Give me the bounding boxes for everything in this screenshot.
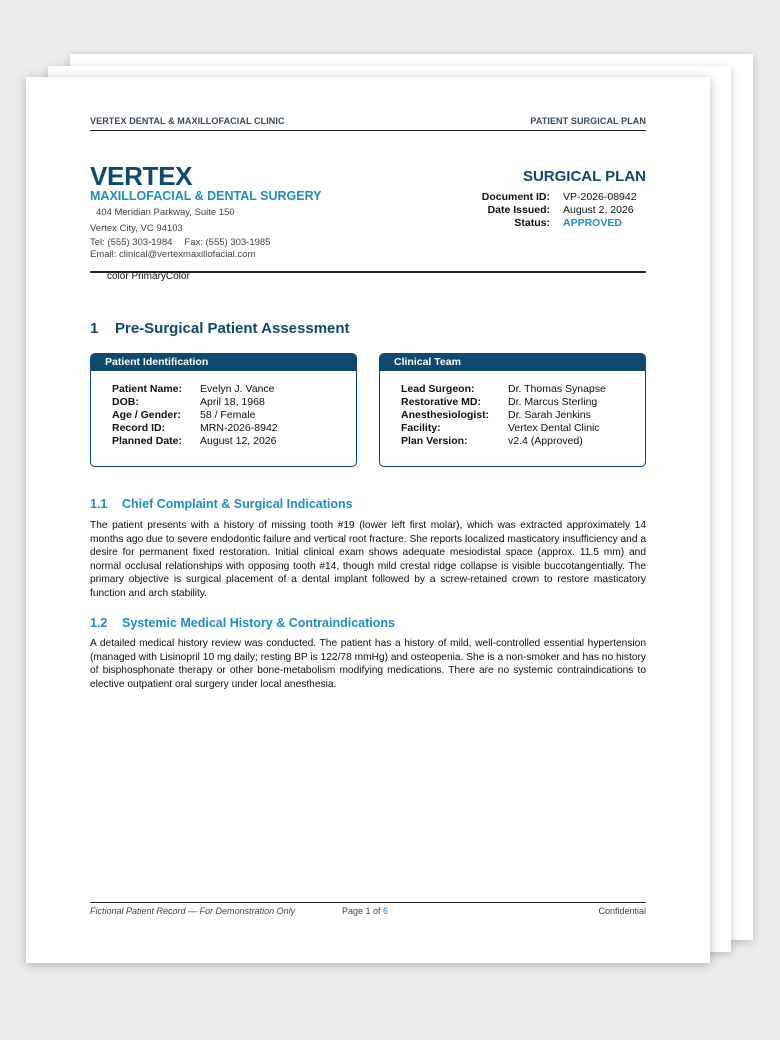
- patient-row: [112, 409, 255, 421]
- section-1-1-title: Chief Complaint & Surgical Indications: [122, 497, 353, 511]
- patient-row: [112, 422, 278, 434]
- header-rule: [90, 130, 646, 131]
- running-header-right: PATIENT SURGICAL PLAN: [530, 116, 646, 126]
- team-row-value: Dr. Marcus Sterling: [508, 396, 598, 408]
- team-row-value: v2.4 (Approved): [508, 435, 583, 447]
- patient-row: [112, 396, 265, 408]
- date-issued-label: Date Issued:: [487, 204, 550, 216]
- patient-row-value: August 12, 2026: [200, 435, 277, 447]
- team-row: [401, 435, 583, 447]
- section-1-2-body: A detailed medical history review was conducted. The patient has a history of mild, well-controlled essential hypertension (managed with Lisinopril 10 mg daily; resting BP is 122/78 mmHg) and osteopenia. She is a non-smoker and has no history of bisphosphonate therapy or other bone-metabolism modifying medications. There are no systemic contraindications to elective outpatient oral surgery under local anesthesia.: [90, 638, 646, 690]
- team-row-value: Dr. Sarah Jenkins: [508, 409, 591, 421]
- patient-row-label: Patient Name:: [112, 383, 183, 395]
- running-header: [90, 116, 646, 126]
- document-page: [26, 77, 710, 963]
- clinic-logo: VERTEX: [90, 161, 193, 191]
- patient-card-title: Patient Identification: [91, 354, 356, 371]
- clinic-email: Email: clinical@vertexmaxillofacial.com: [90, 249, 256, 260]
- patient-row-label: Age / Gender:: [112, 409, 181, 421]
- team-row-label: Lead Surgeon:: [401, 383, 475, 395]
- document-id-value: VP-2026-08942: [563, 191, 637, 203]
- section-1-2-title: Systemic Medical History & Contraindications: [122, 616, 395, 630]
- team-row: [401, 396, 597, 408]
- patient-row-value: Evelyn J. Vance: [200, 383, 275, 395]
- running-header-left: VERTEX DENTAL & MAXILLOFACIAL CLINIC: [90, 116, 285, 126]
- team-row-label: Plan Version:: [401, 435, 468, 447]
- clinic-subtitle: MAXILLOFACIAL & DENTAL SURGERY: [90, 189, 322, 203]
- patient-row: [112, 383, 275, 395]
- footer-rule: [90, 902, 646, 903]
- patient-row-label: Record ID:: [112, 422, 166, 434]
- patient-row-label: Planned Date:: [112, 435, 183, 447]
- page-prefix: Page 1 of: [342, 906, 381, 916]
- address-line-1: 404 Meridian Parkway, Suite 150: [96, 207, 235, 218]
- section-1-2-number: 1.2: [90, 616, 108, 630]
- team-row-label: Facility:: [401, 422, 441, 434]
- stray-text: color PrimaryColor: [107, 271, 190, 282]
- patient-identification-card: [90, 353, 357, 467]
- footer-right: Confidential: [598, 906, 646, 916]
- team-card-title: Clinical Team: [380, 354, 645, 371]
- patient-row-label: DOB:: [112, 396, 139, 408]
- clinic-phone: Tel: (555) 303-1984: [90, 237, 173, 248]
- team-row-label: Anesthesiologist:: [401, 409, 490, 421]
- section-1-1-heading: [90, 497, 353, 511]
- plan-title: SURGICAL PLAN: [522, 168, 646, 185]
- team-row-value: Vertex Dental Clinic: [508, 422, 600, 434]
- patient-row-value: MRN-2026-8942: [200, 422, 278, 434]
- address-line-2: Vertex City, VC 94103: [90, 223, 183, 234]
- footer-page-number: [342, 906, 388, 916]
- patient-row-value: April 18, 1968: [200, 396, 265, 408]
- patient-row: [112, 435, 276, 447]
- team-row-label: Restorative MD:: [401, 396, 481, 408]
- page-total: 6: [383, 906, 389, 916]
- section-1-number: 1: [90, 320, 99, 337]
- footer-left: Fictional Patient Record — For Demonstration Only: [90, 906, 296, 916]
- clinic-fax: Fax: (555) 303-1985: [184, 237, 271, 248]
- date-issued-value: August 2, 2026: [563, 204, 634, 216]
- section-1-title: Pre-Surgical Patient Assessment: [115, 320, 350, 337]
- section-1-2-heading: [90, 616, 395, 630]
- team-row: [401, 383, 606, 395]
- document-id-label: Document ID:: [481, 191, 550, 203]
- contact-phone-fax: [90, 237, 270, 248]
- team-row-value: Dr. Thomas Synapse: [508, 383, 606, 395]
- section-1-heading: [90, 320, 350, 337]
- section-1-1-number: 1.1: [90, 497, 108, 511]
- team-row: [401, 409, 591, 421]
- status-label: Status:: [514, 217, 550, 229]
- clinical-team-card: [379, 353, 646, 467]
- section-1-1-body: The patient presents with a history of missing tooth #19 (lower left first molar), which was extracted approximately 14 months ago due to severe endodontic failure and vertical root fracture. She reports localized masticatory insufficiency and a desire for permanent fixed restoration. Initial clinical exam shows adequate mesiodistal space (approx. 11.5 mm) and normal occlusal relationships with opposing tooth #14, though mild crestal ridge collapse is visible buccotangentially. The primary objective is surgical placement of a dental implant followed by a screw-retained crown to restore masticatory function and arch stability.: [90, 520, 646, 599]
- status-badge: APPROVED: [563, 217, 622, 229]
- team-row: [401, 422, 600, 434]
- patient-row-value: 58 / Female: [200, 409, 256, 421]
